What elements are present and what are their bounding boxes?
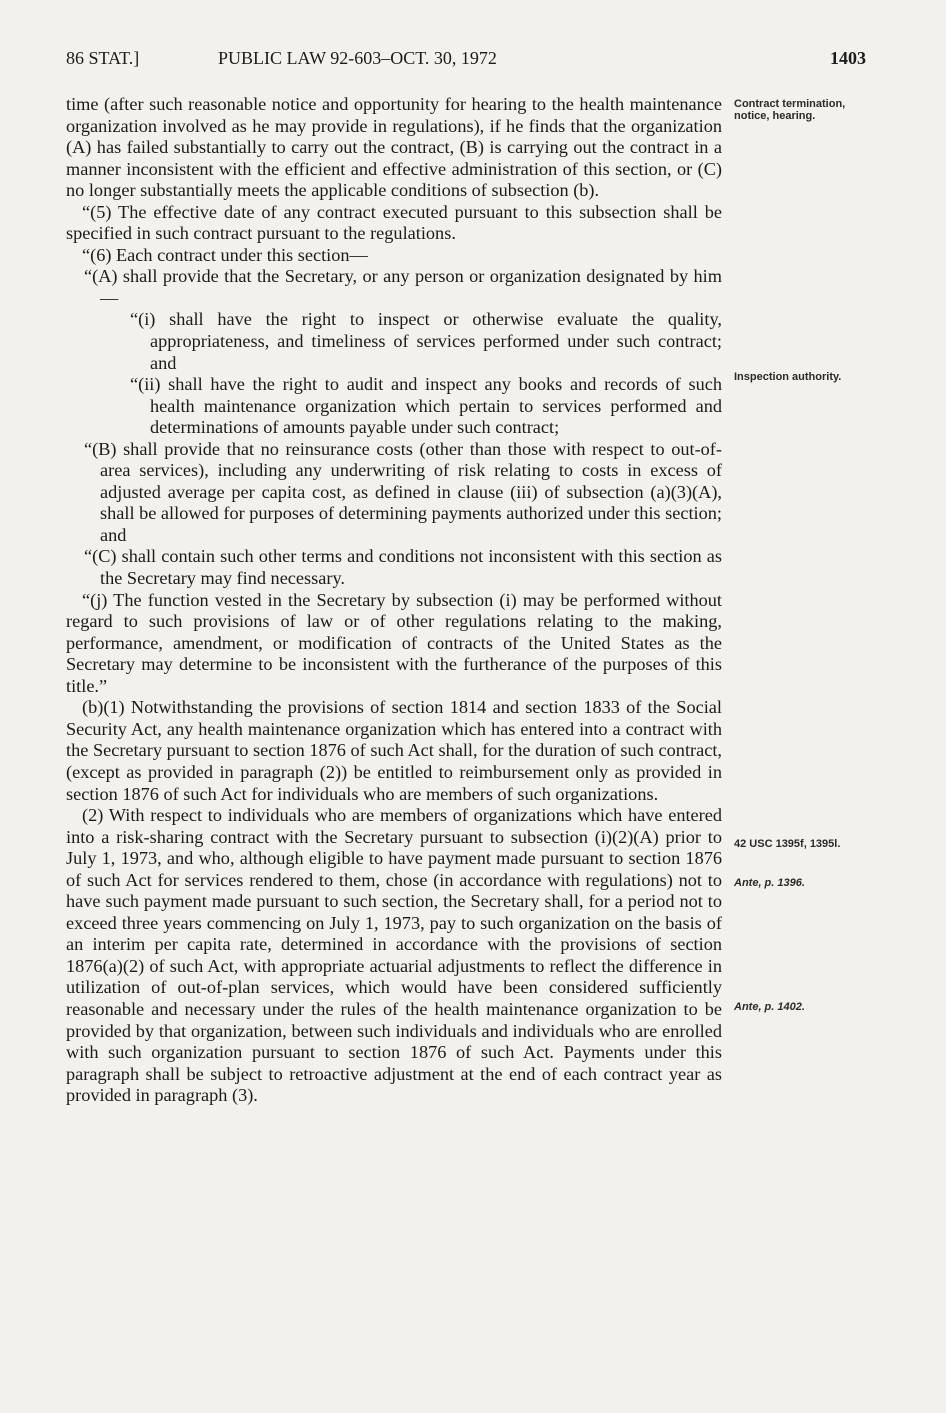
header-volume: 86 STAT.] bbox=[66, 48, 140, 68]
paragraph-contract-termination: time (after such reasonable notice and opportunity for hearing to the health maintenance organization involved as he may provide in regulations), if he finds that the organization (A) has failed substantially to carry out the contract, (B) is carrying out the contract in a manner inconsistent with the efficient and effective administration of this section, or (C) no longer substantially meets the applicable conditions of subsection (b). bbox=[66, 94, 722, 201]
page-header bbox=[66, 46, 866, 70]
margin-note-inspection-authority: Inspection authority. bbox=[734, 371, 842, 383]
main-text-column bbox=[66, 94, 722, 1107]
subparagraph-b-reinsurance: “(B) shall provide that no reinsurance costs (other than those with respect to out-of-area services), including any underwriting of risk relating to costs in excess of adjusted average per capita cost, as defined in clause (iii) of subsection (a)(3)(A), shall be allowed for purposes of determining payments authorized under this section; and bbox=[84, 438, 722, 545]
clause-i-evaluate: “(i) shall have the right to inspect or otherwise evaluate the quality, appropriateness, and timeliness of services performed under such contract; and bbox=[130, 309, 722, 373]
clause-ii-audit: “(ii) shall have the right to audit and inspect any books and records of such health maintenance organization which pertain to services performed and determinations of amounts payable under such contract; bbox=[130, 374, 722, 438]
paragraph-6-contract-terms: “(6) Each contract under this section— bbox=[82, 244, 368, 265]
margin-note-ante-1396: Ante, p. 1396. bbox=[734, 877, 805, 889]
subparagraph-c-other-terms: “(C) shall contain such other terms and conditions not inconsistent with this section as the Secretary may find necessary. bbox=[84, 546, 722, 589]
section-b-1-reimbursement: (b)(1) Notwithstanding the provisions of section 1814 and section 1833 of the Social Security Act, any health maintenance organization which has entered into a contract with the Secretary pursuant to section 1876 of such Act shall, for the duration of such contract, (except as provided in paragraph (2)) be entitled to reimbursement only as provided in section 1876 of such Act for individuals who are members of such organizations. bbox=[66, 697, 722, 804]
margin-note-usc-citation: 42 USC 1395f, 1395l. bbox=[734, 838, 841, 850]
header-law-title: PUBLIC LAW 92-603–OCT. 30, 1972 bbox=[218, 48, 497, 68]
paragraph-5-effective-date: “(5) The effective date of any contract executed pursuant to this subsection shall be specified in such contract pursuant to the regulations. bbox=[66, 201, 722, 244]
section-b-2-risk-sharing: (2) With respect to individuals who are members of organizations which have entered into a risk-sharing contract with the Secretary pursuant to subsection (i)(2)(A) prior to July 1, 1973, and who, although eligible to have payment made pursuant to section 1876 of such Act for services rendered to them, chose (in accordance with regulations) not to have such payment made pursuant to such section, the Secretary shall, for a period not to exceed three years commencing on July 1, 1973, pay to such organization on the basis of an interim per capita rate, determined in accordance with the provisions of section 1876(a)(2) of such Act, with appropriate actuarial adjustments to reflect the difference in utilization of out-of-plan services, which would have been considered sufficiently reasonable and necessary under the rules of the health maintenance organization to be provided by that organization, between such individuals and individuals who are enrolled with such organization pursuant to section 1876 of such Act. Payments under this paragraph shall be subject to retroactive adjustment at the end of each contract year as provided in paragraph (3). bbox=[66, 805, 722, 1106]
page-number: 1403 bbox=[830, 48, 866, 68]
margin-note-ante-1402: Ante, p. 1402. bbox=[734, 1001, 805, 1013]
subparagraph-a-inspection: “(A) shall provide that the Secretary, or any person or organization designated by him— bbox=[84, 266, 722, 308]
margin-note-contract-termination: Contract termination, notice, hearing. bbox=[734, 98, 846, 122]
subsection-j-function: “(j) The function vested in the Secretary by subsection (i) may be performed without regard to such provisions of law or of other regulations relating to the making, performance, amendment, or modification of contracts of the United States as the Secretary may determine to be inconsistent with the furtherance of the purposes of this title.” bbox=[66, 589, 722, 696]
